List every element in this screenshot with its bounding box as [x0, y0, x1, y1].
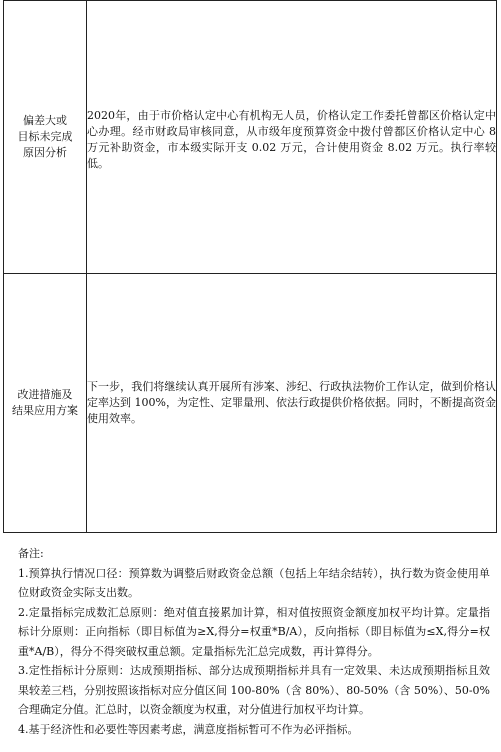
row-label-line: 改进措施及	[17, 388, 73, 401]
note-item: 2.定量指标完成数汇总原则：绝对值直接累加计算，相对值按照资金额度加权平均计算。定量指标计分原则：正向指标（即目标值为≥X,得分=权重*B/A），反向指标（即目标值为≤X,得分=权重*A/B），得分不得突破权重总额。定量指标先汇总完成数，再计算得分。	[18, 605, 490, 658]
row-content-deviation-analysis: 2020年，由于市价格认定中心有机构无人员，价格认定工作委托曾都区价格认定中心办理。经市财政局审核同意，从市级年度预算资金中拨付曾都区价格认定中心 8 万元补助资金，市本级实际开支 0.02 万元，合计使用资金 8.02 万元。执行率较低。	[87, 1, 497, 274]
table-row-deviation-analysis	[4, 1, 497, 274]
note-item: 1.预算执行情况口径：预算数为调整后财政资金总额（包括上年结余结转），执行数为资金使用单位财政资金实际支出数。	[18, 566, 490, 599]
notes-heading: 备注:	[18, 547, 44, 560]
row-label-deviation-analysis	[4, 1, 87, 274]
row-label-line: 偏差大或	[23, 114, 67, 127]
note-item: 4.基于经济性和必要性等因素考虑，满意度指标暂可不作为必评指标。	[18, 722, 359, 736]
row-label-line: 原因分析	[23, 146, 67, 159]
table-row-improvement-plan	[4, 274, 497, 533]
row-content-improvement-plan: 下一步，我们将继续认真开展所有涉案、涉纪、行政执法物价工作认定，做到价格认定率达到 100%，为定性、定罪量刑、依法行政提供价格依据。同时，不断提高资金使用效率。	[87, 274, 497, 533]
note-item: 3.定性指标计分原则：达成预期指标、部分达成预期指标并具有一定效果、未达成预期指标且效果较差三档，分别按照该指标对应分值区间 100-80%（含 80%）、80-50%（含 50%）、50-0%合理确定分值。汇总时，以资金额度为权重，对分值进行加权平均计算。	[18, 664, 490, 716]
notes-section	[18, 544, 490, 739]
row-label-improvement-plan	[4, 274, 87, 533]
evaluation-table	[3, 0, 497, 533]
row-label-line: 目标未完成	[17, 130, 73, 143]
row-label-line: 结果应用方案	[12, 404, 78, 417]
